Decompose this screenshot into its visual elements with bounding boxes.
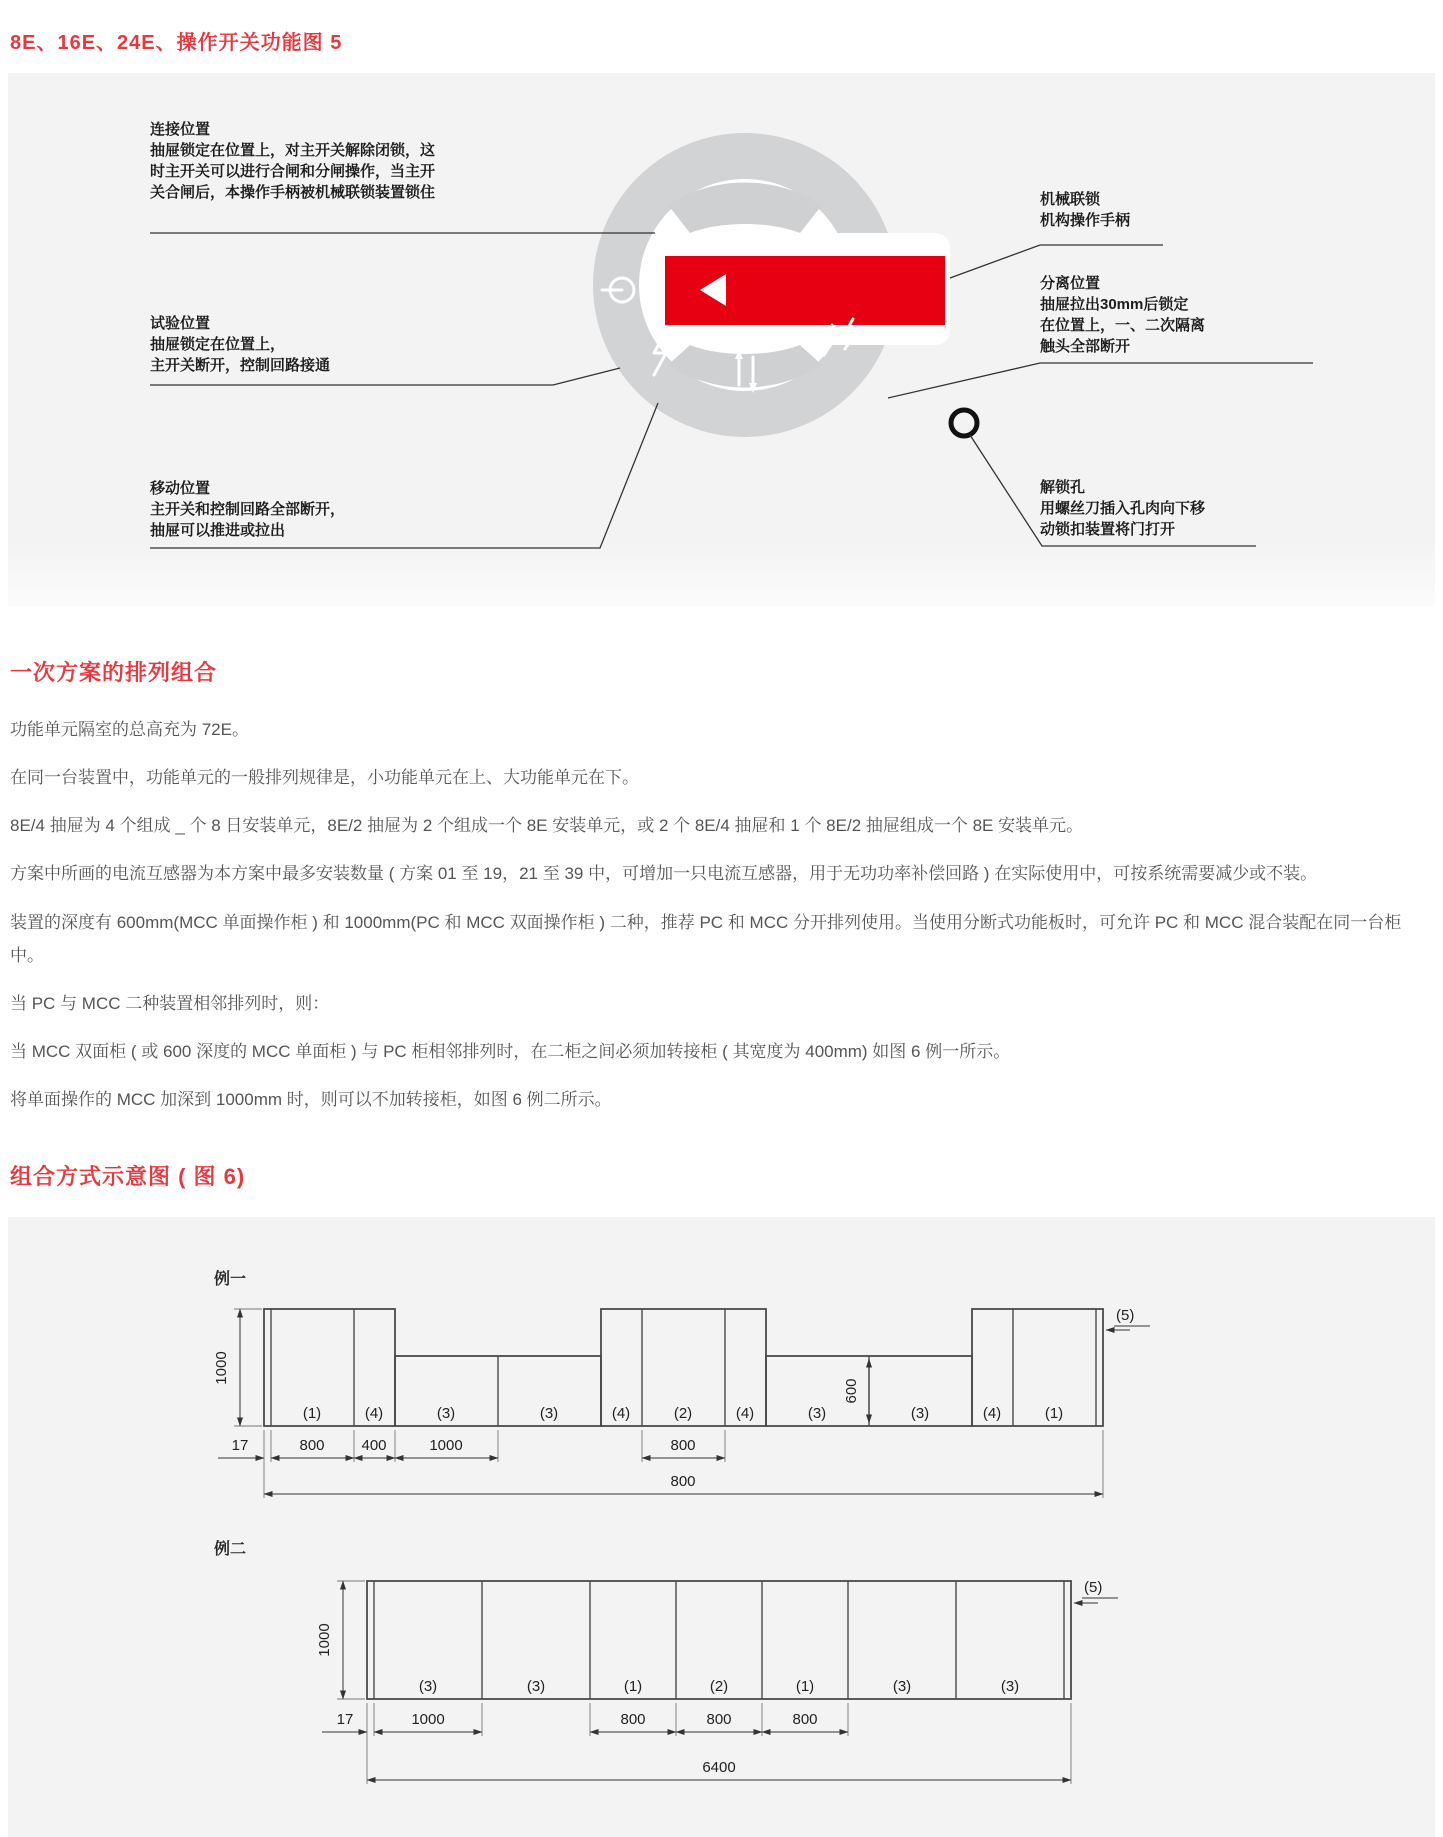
dim-label-17: 17 bbox=[336, 1711, 354, 1729]
cell-label: (3) bbox=[892, 1678, 912, 1696]
callout-separate-position bbox=[1040, 273, 1205, 357]
cell-label: (1) bbox=[302, 1405, 322, 1423]
example1-label: 例一 bbox=[214, 1271, 247, 1289]
unlock-hole bbox=[951, 410, 977, 436]
paragraph: 8E/4 抽屉为 4 个组成 _ 个 8 日安装单元，8E/2 抽屉为 2 个组成一个 8E 安装单元，或 2 个 8E/4 抽屉和 1 个 8E/2 抽屉组成一个 8E 安装单元。 bbox=[10, 816, 1084, 836]
panel5-label: (5) bbox=[1116, 1307, 1135, 1325]
callout-title: 连接位置 bbox=[150, 121, 211, 138]
cell-label: (3) bbox=[526, 1678, 546, 1696]
example2-panel5-pointer bbox=[1074, 1579, 1118, 1603]
example2-label: 例二 bbox=[214, 1541, 247, 1559]
section-heading-primary-scheme: 一次方案的排列组合 bbox=[10, 660, 218, 685]
callout-line: 用螺丝刀插入孔肉向下移 bbox=[1040, 500, 1206, 517]
dim-label-17: 17 bbox=[231, 1437, 249, 1455]
cell-label: (3) bbox=[910, 1405, 930, 1423]
callout-line: 主开关断开，控制回路接通 bbox=[150, 357, 331, 374]
switch-handle bbox=[655, 233, 950, 345]
callout-line: 主开关和控制回路全部断开， bbox=[150, 501, 346, 518]
example2-cell-labels bbox=[419, 1678, 1019, 1695]
example2-diagram bbox=[200, 1532, 1180, 1812]
dim-label-800c: 800 bbox=[792, 1711, 818, 1729]
paragraph: 当 PC 与 MCC 二种装置相邻排列时，则： bbox=[10, 993, 330, 1013]
callout-move-position bbox=[150, 478, 345, 541]
callout-title: 分离位置 bbox=[1040, 275, 1101, 292]
callout-line: 抽屉锁定在位置上， bbox=[150, 336, 286, 353]
callout-connect-position bbox=[150, 119, 435, 203]
callout-line: 时主开关可以进行合闸和分闸操作，当主开 bbox=[150, 163, 436, 180]
cell-label: (2) bbox=[709, 1678, 729, 1696]
figure5-panel bbox=[8, 73, 1435, 606]
body-paragraphs bbox=[0, 713, 1443, 1116]
cell-label: (3) bbox=[436, 1405, 456, 1423]
overall-dim-label: 800 bbox=[670, 1473, 696, 1491]
dim-label-600: 600 bbox=[843, 1378, 860, 1404]
overall-dim-label: 6400 bbox=[702, 1759, 736, 1777]
paragraph: 将单面操作的 MCC 加深到 1000mm 时，则可以不加转接柜，如图 6 例二所示。 bbox=[10, 1090, 612, 1110]
paragraph: 功能单元隔室的总高充为 72E。 bbox=[10, 720, 249, 739]
cell-label: (4) bbox=[611, 1405, 631, 1423]
example2-dimensions bbox=[322, 1703, 1071, 1784]
dim-label-1000w: 1000 bbox=[411, 1711, 445, 1729]
cell-label: (3) bbox=[418, 1678, 438, 1696]
cell-label: (2) bbox=[673, 1405, 693, 1423]
callout-title: 解锁孔 bbox=[1040, 479, 1086, 496]
dim-label-800b: 800 bbox=[706, 1711, 732, 1729]
page-title: 8E、16E、24E、操作开关功能图 5 bbox=[10, 32, 343, 54]
callout-title: 移动位置 bbox=[150, 480, 211, 497]
example2-height-dimension bbox=[316, 1581, 365, 1699]
callout-line: 关合闸后，本操作手柄被机械联锁装置锁住 bbox=[150, 184, 436, 201]
section-heading-figure6: 组合方式示意图 ( 图 6) bbox=[10, 1164, 246, 1190]
callout-test-position bbox=[150, 313, 330, 376]
callout-title: 机械联锁 bbox=[1040, 191, 1101, 208]
cell-label: (3) bbox=[807, 1405, 827, 1423]
cell-label: (1) bbox=[795, 1678, 815, 1696]
cell-label: (1) bbox=[1044, 1405, 1064, 1423]
callout-line: 抽屉锁定在位置上，对主开关解除闭锁，这 bbox=[150, 142, 436, 159]
cell-label: (4) bbox=[364, 1405, 384, 1423]
panel5-label: (5) bbox=[1084, 1579, 1103, 1597]
dim-label-400: 400 bbox=[361, 1437, 387, 1455]
dim-label-1000: 1000 bbox=[316, 1623, 333, 1657]
example1-height-dimension bbox=[213, 1309, 262, 1426]
example1-panel5-pointer bbox=[1106, 1307, 1150, 1330]
dim-label-800a: 800 bbox=[620, 1711, 646, 1729]
example1-dimensions bbox=[218, 1430, 1103, 1498]
paragraph: 当 MCC 双面柜 ( 或 600 深度的 MCC 单面柜 ) 与 PC 柜相邻排列时，在二柜之间必须加转接柜 ( 其宽度为 400mm) 如图 6 例一所示。 bbox=[10, 1041, 1011, 1061]
callout-mechanical-interlock bbox=[1040, 189, 1130, 231]
callout-line: 机构操作手柄 bbox=[1040, 212, 1131, 229]
cell-label: (3) bbox=[1000, 1678, 1020, 1696]
figure6-panel bbox=[8, 1217, 1435, 1837]
example1-cell-labels bbox=[303, 1405, 1063, 1422]
callout-line: 在位置上，一、二次隔离 bbox=[1040, 317, 1206, 334]
cell-label: (1) bbox=[623, 1678, 643, 1696]
cell-label: (4) bbox=[735, 1405, 755, 1423]
dim-label-1000: 1000 bbox=[213, 1351, 230, 1385]
dim-label-800: 800 bbox=[299, 1437, 325, 1455]
paragraph: 在同一台装置中，功能单元的一般排列规律是，小功能单元在上、大功能单元在下。 bbox=[10, 768, 639, 788]
callout-line: 触头全部断开 bbox=[1040, 338, 1131, 355]
callout-line: 抽屉拉出30mm后锁定 bbox=[1040, 296, 1189, 313]
dim-label-800b: 800 bbox=[670, 1437, 696, 1455]
cell-label: (4) bbox=[982, 1405, 1002, 1423]
callout-line: 动锁扣装置将门打开 bbox=[1040, 521, 1176, 538]
callout-title: 试验位置 bbox=[150, 315, 211, 332]
paragraph: 装置的深度有 600mm(MCC 单面操作柜 ) 和 1000mm(PC 和 MCC 双面操作柜 ) 二种，推荐 PC 和 MCC 分开排列使用。当使用分断式功能板时，可允许 PC 和 MCC 混合装配在同一台柜中。 bbox=[10, 912, 1402, 965]
cell-label: (3) bbox=[539, 1405, 559, 1423]
example1-diagram bbox=[200, 1262, 1180, 1517]
document-page bbox=[0, 26, 1443, 1837]
example1-inner-height-dimension bbox=[843, 1359, 869, 1423]
callout-line: 抽屉可以推进或拉出 bbox=[150, 522, 286, 539]
callout-unlock-hole bbox=[1040, 477, 1205, 540]
paragraph: 方案中所画的电流互感器为本方案中最多安装数量 ( 方案 01 至 19，21 至 39 中，可增加一只电流互感器，用于无功功率补偿回路 ) 在实际使用中，可按系统需要减少或不装。 bbox=[10, 864, 1318, 884]
dim-label-1000w: 1000 bbox=[429, 1437, 463, 1455]
